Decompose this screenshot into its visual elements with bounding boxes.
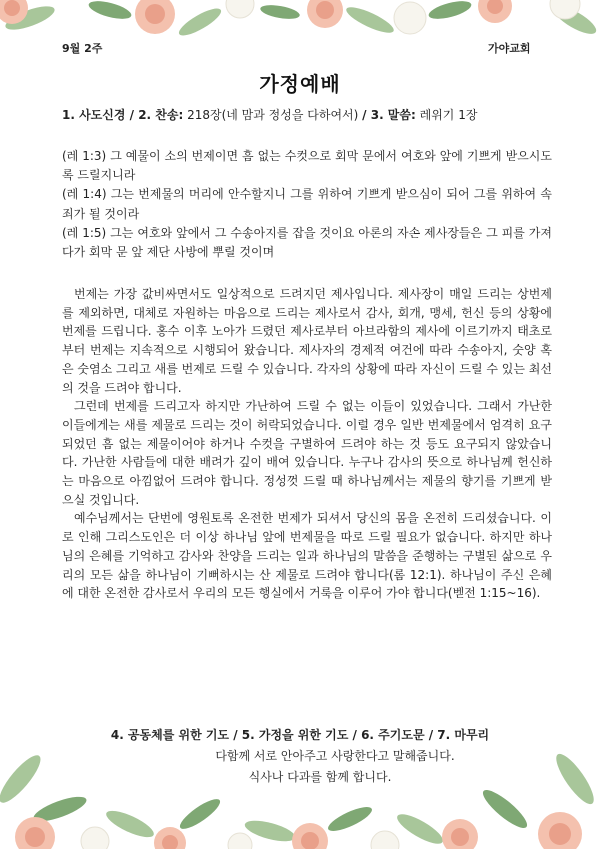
worship-order (62, 106, 477, 123)
leaf-decoration (3, 0, 600, 40)
closing-line-2: 식사나 다과를 함께 합니다. (248, 770, 392, 784)
rose-decoration (15, 812, 582, 849)
paragraph: 그런데 번제를 드리고자 하지만 가난하여 드릴 수 없는 이들이 있었습니다. 그래서 가난한 이들에게는 새를 제물로 드리는 것이 허락되었습니다. 이럴 경우 일반 번제물에서 엄격히 요구되었던 흠 없는 제물이어야 하거나 수컷을 구별하여 드려야 하는 것 등도 요구되지 않았습니다. 가난한 사람들에 대한 배려가 깊이 배여 있습니다. 누구나 감사의 뜻으로 하나님께 헌신하는 마음으로 아낌없어 드려야 합니다. 정성껏 드릴 때 하나님께서는 제물의 향기를 기쁘게 받으실 것입니다. (62, 399, 552, 507)
paragraph: 번제는 가장 값비싸면서도 일상적으로 드려지던 제사입니다. 제사장이 매일 드리는 상번제를 제외하면, 대체로 자원하는 마음으로 드리는 제사로서 감사, 회개, 맹세, 헌신 등의 상황에 번제를 드립니다. 홍수 이후 노아가 드렸던 제사로부터 아브라함의 제사에 이르기까지 태초로부터 번제는 지속적으로 시행되어 왔습니다. 제사자의 경제적 여건에 따라 수송아지, 숫양 혹은 숫염소 그리고 새를 번제로 드릴 수 있습니다. 각자의 상황에 따라 자신이 드릴 수 있는 최선의 것을 드려야 합니다. (62, 287, 552, 395)
page-title: 가정예배 (259, 72, 341, 96)
closing-order: 4. 공동체를 위한 기도 / 5. 가정을 위한 기도 / 6. 주기도문 / 7. 마무리 (110, 728, 490, 742)
verse: (레 1:5) 그는 여호와 앞에서 그 수송아지를 잡을 것이요 아론의 자손 제사장들은 그 피를 가져다가 회막 문 앞 제단 사방에 뿌릴 것이며 (62, 225, 552, 260)
church-name: 가야교회 (488, 42, 531, 55)
rose-decoration (0, 0, 580, 34)
closing-section (0, 725, 600, 788)
order-scripture-label: / 3. 말씀: (362, 108, 416, 122)
verse: (레 1:4) 그는 번제물의 머리에 안수할지니 그를 위하여 기쁘게 받으심이 되어 그를 위하여 속죄가 될 것이라 (62, 187, 552, 221)
week-label: 9월 2주 (62, 42, 103, 55)
closing-line-1: 다함께 서로 안아주고 사랑한다고 말해줍니다. (215, 749, 455, 763)
order-hymn: 218장(네 맘과 정성을 다하여서) (187, 108, 359, 122)
order-creed-label: 1. 사도신경 / 2. 찬송: (62, 108, 184, 122)
scripture-verses (62, 147, 552, 262)
sermon-body (62, 285, 552, 603)
verse: (레 1:3) 그 예물이 소의 번제이면 흠 없는 수컷으로 회막 문에서 여호와 앞에 기쁘게 받으시도록 드릴지니라 (62, 149, 552, 183)
order-scripture: 레위기 1장 (419, 108, 478, 122)
paragraph: 예수님께서는 단번에 영원토록 온전한 번제가 되셔서 당신의 몸을 온전히 드리셨습니다. 이로 인해 그리스도인은 더 이상 하나님 앞에 번제물을 따로 드릴 필요가 없습니다. 하지만 하나님의 은혜를 기억하고 감사와 찬양을 드리는 일과 하나님의 말씀을 준행하는 구별된 삶으로 우리의 모든 삶을 하나님이 기뻐하시는 산 제물로 드려야 합니다(롬 12:1). 하나님이 주신 은혜에 대한 온전한 감사로서 우리의 모든 행실에서 거룩을 이루어 가야 합니다(벧전 1:15~16). (62, 511, 552, 601)
